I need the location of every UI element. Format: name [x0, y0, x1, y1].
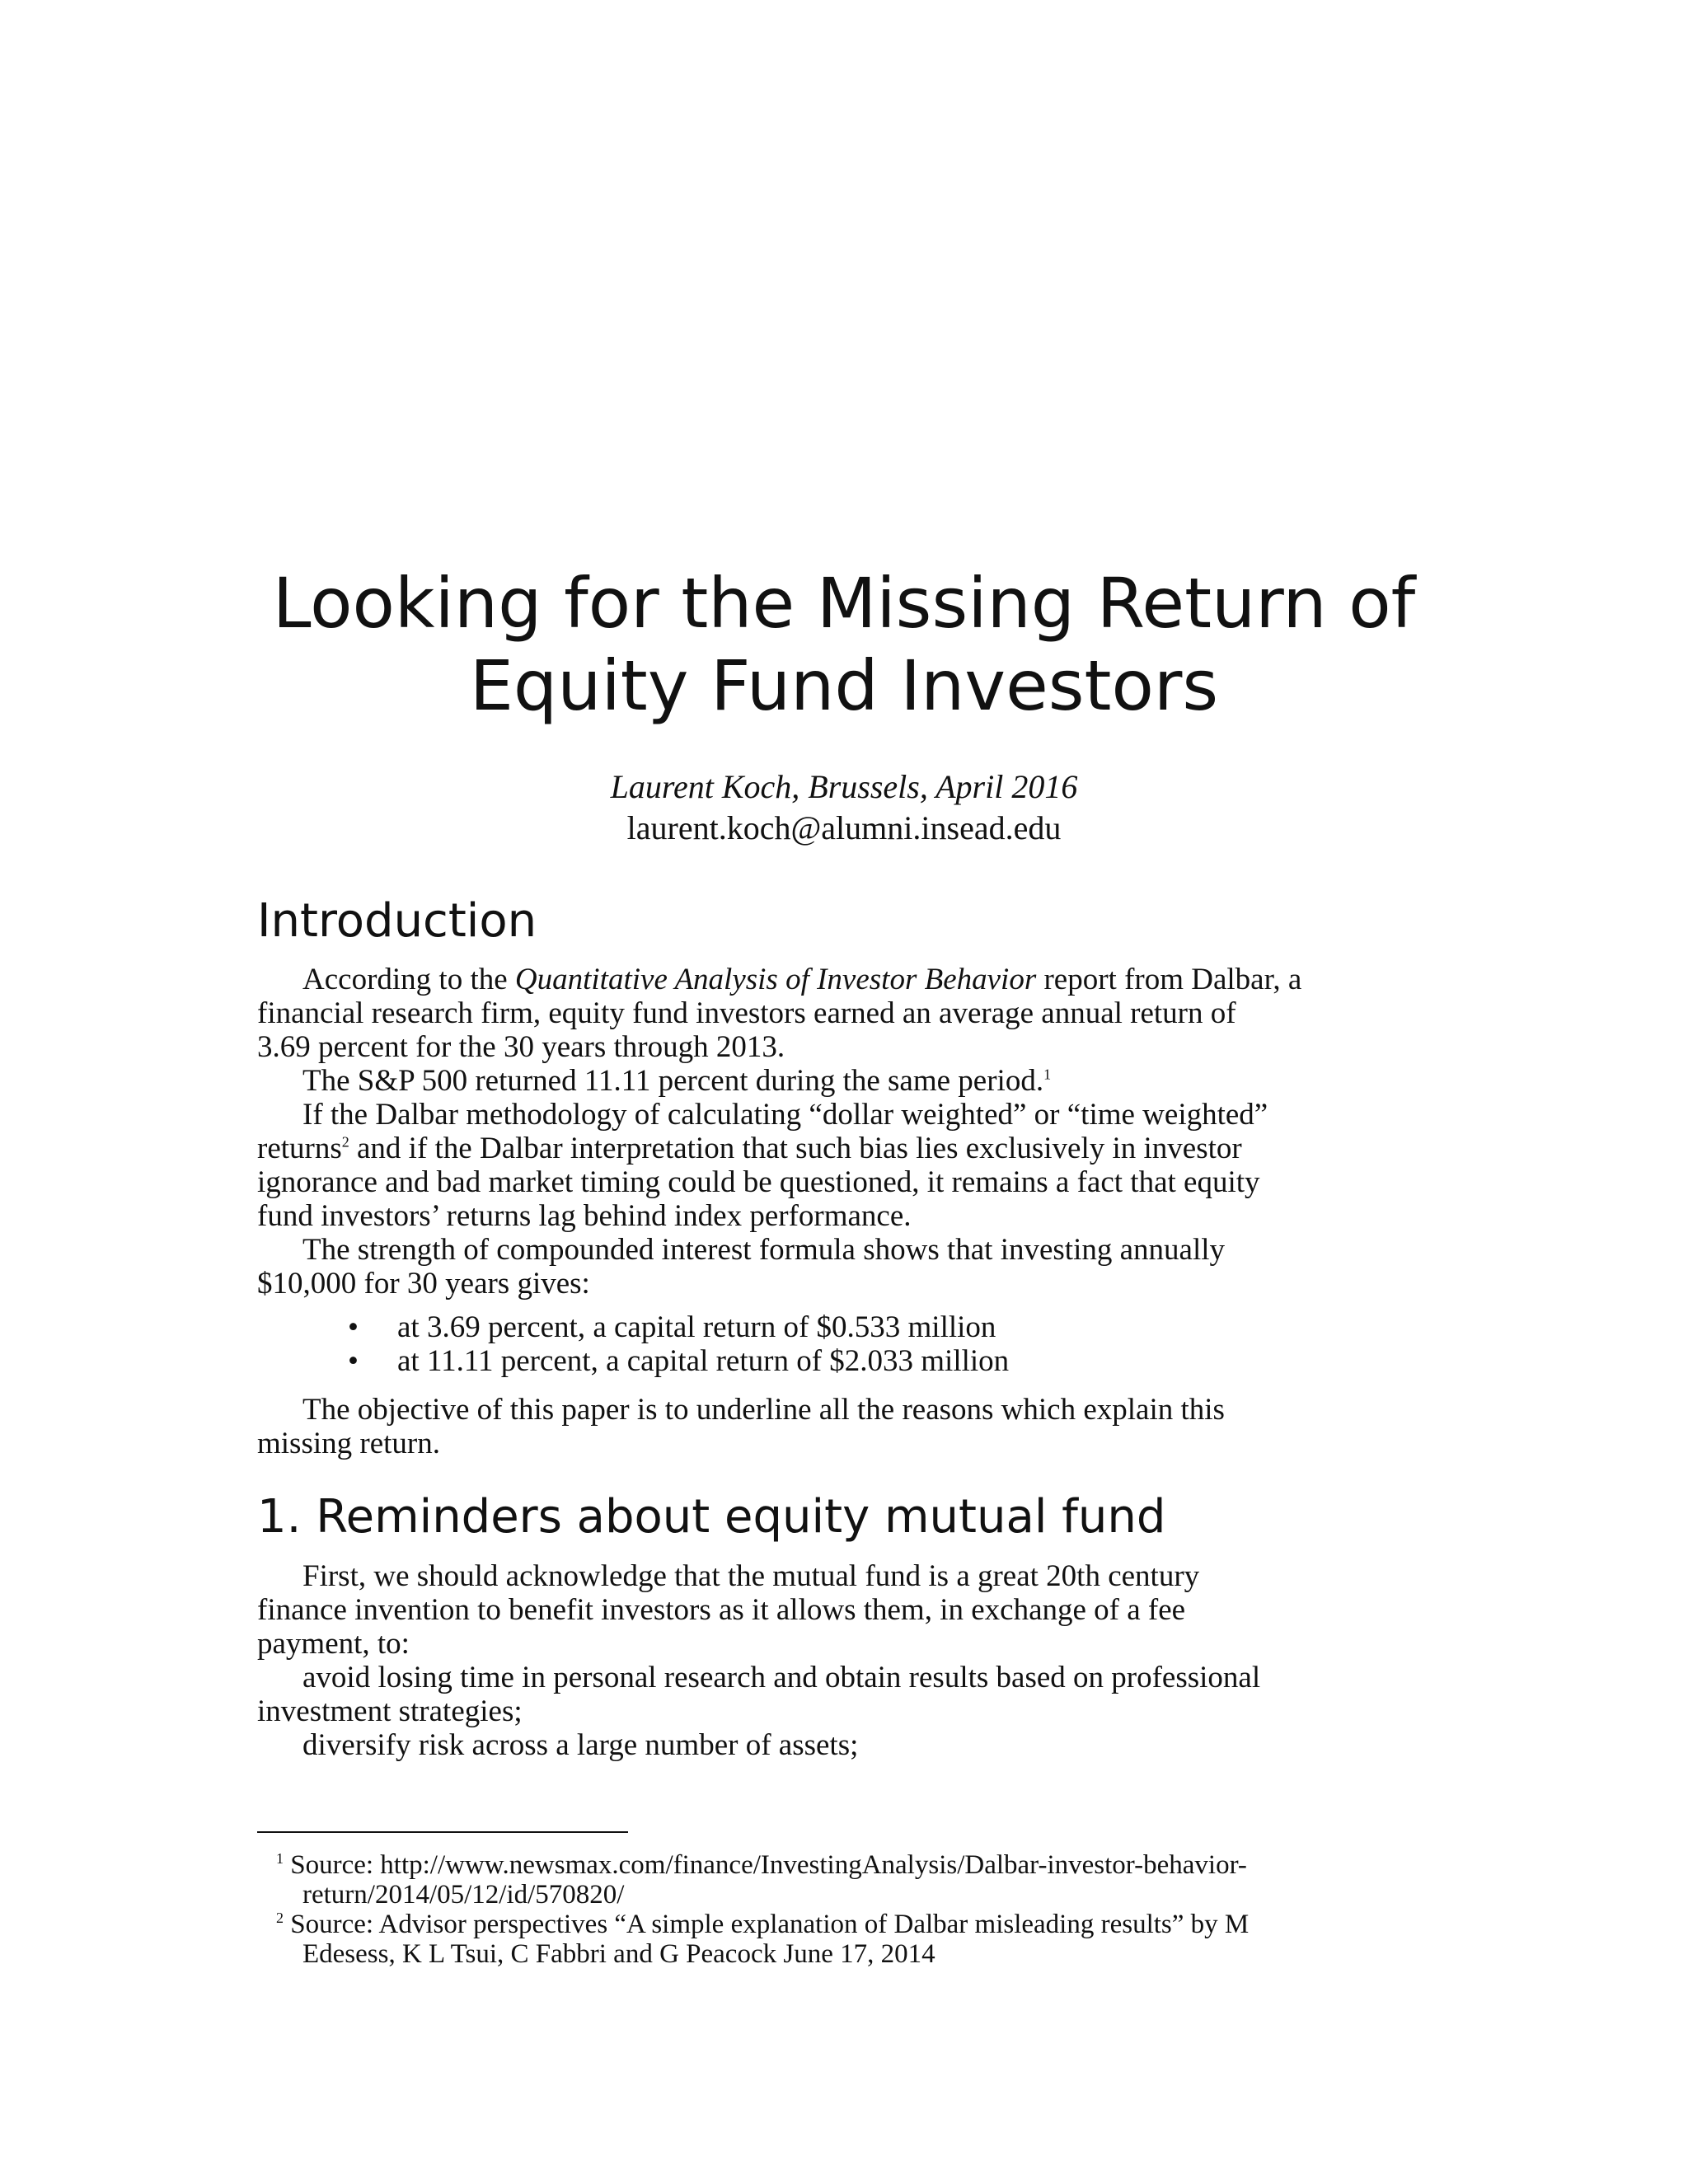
s1-p1-line-2: finance invention to benefit investors as it allows them, in exchange of a fee: [257, 1593, 1186, 1627]
intro-p4-line-1: [257, 1233, 1477, 1267]
intro-p1-line-3: 3.69 percent for the 30 years through 2013.: [257, 1030, 785, 1064]
report-title-italic: Quantitative Analysis of Investor Behavior: [514, 963, 1037, 996]
section-1-paragraph-2: [257, 1661, 1477, 1728]
footnote-2-mark: 2: [276, 1910, 284, 1926]
bullet-text-2: at 11.11 percent, a capital return of $2.033 million: [397, 1344, 1010, 1378]
footnote-1: [257, 1850, 1477, 1910]
footnote-2-text: Source: Advisor perspectives “A simple explanation of Dalbar misleading results” by M: [290, 1910, 1250, 1939]
list-item: [348, 1310, 1419, 1344]
s1-p2-line-1-text: avoid losing time in personal research and obtain results based on professional: [302, 1661, 1261, 1694]
intro-paragraph-2: [257, 1064, 1477, 1098]
intro-p1-line-2: financial research firm, equity fund investors earned an average annual return of: [257, 996, 1236, 1030]
intro-p1-line-1: [257, 963, 1477, 996]
intro-p4-line-1-text: The strength of compounded interest formula shows that investing annually: [302, 1233, 1226, 1267]
intro-paragraph-1: [257, 963, 1477, 1064]
s1-p1-line-1: [257, 1559, 1477, 1593]
s1-p2-line-1: [257, 1661, 1477, 1694]
section-1-heading: 1. Reminders about equity mutual fund: [257, 1490, 1166, 1544]
intro-p3-line-4: fund investors’ returns lag behind index performance.: [257, 1199, 912, 1233]
intro-p3-line-2: [257, 1132, 1477, 1165]
footnote-1-line-2: return/2014/05/12/id/570820/: [302, 1880, 625, 1910]
footnote-2: [257, 1910, 1477, 1969]
footnote-ref-2[interactable]: 2: [341, 1133, 349, 1151]
intro-p3-line-1-text: If the Dalbar methodology of calculating “dollar weighted” or “time weighted”: [302, 1098, 1268, 1132]
footnote-1-text: Source: http://www.newsmax.com/finance/InvestingAnalysis/Dalbar-investor-behavior-: [290, 1850, 1247, 1880]
intro-p4-line-2: $10,000 for 30 years gives:: [257, 1267, 590, 1301]
bullet-text-1: at 3.69 percent, a capital return of $0.533 million: [397, 1310, 996, 1344]
intro-p2-text: The S&P 500 returned 11.11 percent during the same period.: [302, 1064, 1044, 1098]
section-1-paragraph-1: [257, 1559, 1477, 1661]
intro-p5-line-2: missing return.: [257, 1427, 440, 1460]
intro-p1-text-before: According to the: [302, 963, 515, 996]
intro-p5-line-1-text: The objective of this paper is to underline all the reasons which explain this: [302, 1393, 1225, 1427]
s1-p3-line-1: [257, 1728, 1477, 1762]
s1-p1-line-3: payment, to:: [257, 1627, 410, 1661]
intro-p2-line-1: [257, 1064, 1477, 1098]
author-line: Laurent Koch, Brussels, April 2016: [610, 768, 1078, 805]
return-bullet-list: [348, 1310, 1419, 1378]
intro-paragraph-5: [257, 1393, 1477, 1460]
s1-p1-line-1-text: First, we should acknowledge that the mutual fund is a great 20th century: [302, 1559, 1200, 1593]
footnote-2-line-1: [276, 1910, 1477, 1939]
intro-paragraph-4: [257, 1233, 1477, 1301]
footnote-ref-1[interactable]: 1: [1043, 1066, 1052, 1083]
paper-title-line-2: Equity Fund Investors: [469, 645, 1219, 726]
intro-p3-line-2-start: returns: [257, 1132, 342, 1165]
s1-p2-line-2: investment strategies;: [257, 1694, 523, 1728]
intro-p1-text-after: report from Dalbar, a: [1036, 963, 1302, 996]
paper-title: [214, 562, 1474, 727]
paper-title-line-1: Looking for the Missing Return of: [272, 563, 1416, 644]
bullet-icon: •: [348, 1310, 359, 1344]
footnote-1-line-1: [276, 1850, 1477, 1880]
intro-p3-line-2-end: and if the Dalbar interpretation that such bias lies exclusively in investor: [349, 1132, 1242, 1165]
list-item: [348, 1344, 1419, 1378]
footnote-2-line-2: Edesess, K L Tsui, C Fabbri and G Peacock June 17, 2014: [302, 1939, 935, 1969]
section-1-paragraph-3: [257, 1728, 1477, 1762]
intro-p5-line-1: [257, 1393, 1477, 1427]
intro-p3-line-1: [257, 1098, 1477, 1132]
s1-p3-line-1-text: diversify risk across a large number of assets;: [302, 1728, 859, 1762]
footnote-1-mark: 1: [276, 1850, 284, 1867]
author-email: laurent.koch@alumni.insead.edu: [626, 809, 1062, 846]
footnotes: [257, 1850, 1477, 1969]
intro-p3-line-3: ignorance and bad market timing could be questioned, it remains a fact that equity: [257, 1165, 1260, 1199]
footnote-separator: [257, 1831, 628, 1833]
bullet-icon: •: [348, 1344, 359, 1378]
introduction-heading: Introduction: [257, 894, 537, 948]
intro-paragraph-3: [257, 1098, 1477, 1233]
